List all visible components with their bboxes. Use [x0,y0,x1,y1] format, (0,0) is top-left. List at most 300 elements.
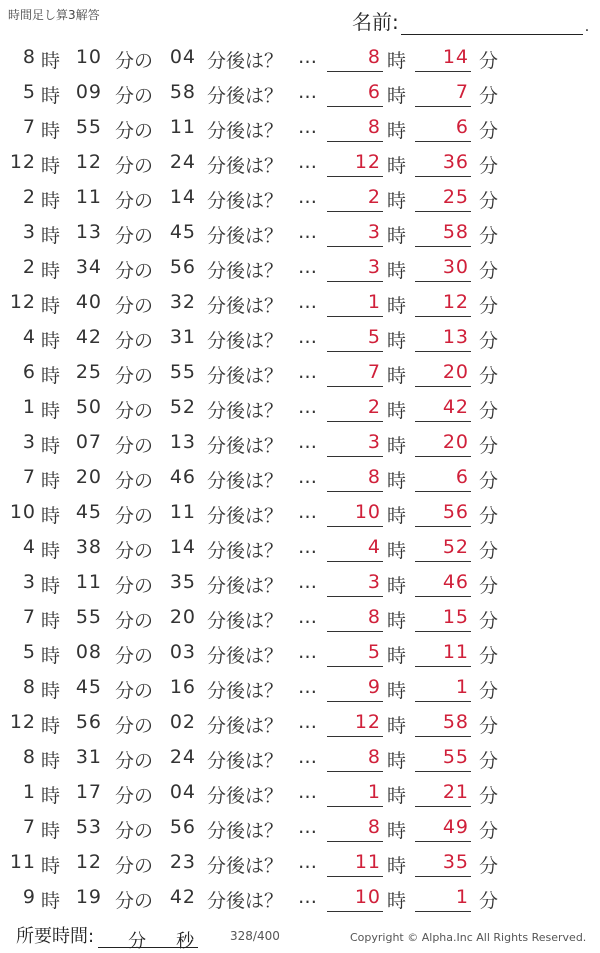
answer-minute[interactable]: 52 [415,536,471,562]
minute-unit: 分 [479,785,499,807]
hour-unit: 時 [387,50,407,72]
minute-unit: 分 [479,540,499,562]
minute-unit: 分 [479,155,499,177]
time-required-label: 所要時間: [16,926,95,947]
start-minute: 17 [75,781,102,803]
answer-minute[interactable]: 6 [415,466,471,492]
start-hour: 10 [9,501,36,523]
answer-minute[interactable]: 14 [415,46,471,72]
answer-hour[interactable]: 5 [327,641,383,667]
start-minute: 45 [75,676,102,698]
answer-minute[interactable]: 11 [415,641,471,667]
added-minutes: 03 [169,641,196,663]
hour-label: 時 [41,610,61,632]
start-hour: 5 [22,641,36,663]
minute-unit: 分 [479,890,499,912]
start-hour: 1 [22,396,36,418]
ellipsis: … [298,676,317,698]
answer-hour[interactable]: 7 [327,361,383,387]
name-field [352,6,589,35]
hour-unit: 時 [387,715,407,737]
minute-unit: 分 [479,855,499,877]
answer-minute[interactable]: 6 [415,116,471,142]
problem-row [0,389,600,424]
added-minutes: 24 [169,151,196,173]
answer-hour[interactable]: 8 [327,466,383,492]
start-hour: 1 [22,781,36,803]
answer-minute[interactable]: 12 [415,291,471,317]
minutes-later-label: 分後は？ [207,435,284,457]
minute-of-label: 分の [115,505,154,527]
minute-of-label: 分の [115,820,154,842]
answer-hour[interactable]: 10 [327,886,383,912]
hour-label: 時 [41,50,61,72]
added-minutes: 16 [169,676,196,698]
ellipsis: … [298,221,317,243]
start-hour: 4 [22,326,36,348]
added-minutes: 32 [169,291,196,313]
problem-row [0,319,600,354]
hour-unit: 時 [387,645,407,667]
hour-label: 時 [41,155,61,177]
added-minutes: 14 [169,186,196,208]
minute-of-label: 分の [115,715,154,737]
hour-label: 時 [41,260,61,282]
problem-row [0,74,600,109]
answer-minute[interactable]: 7 [415,81,471,107]
minute-unit: 分 [479,190,499,212]
answer-minute[interactable]: 36 [415,151,471,177]
hour-unit: 時 [387,190,407,212]
ellipsis: … [298,571,317,593]
minutes-later-label: 分後は？ [207,750,284,772]
start-minute: 19 [75,886,102,908]
hour-unit: 時 [387,365,407,387]
minute-unit: 分 [479,680,499,702]
hour-unit: 時 [387,295,407,317]
answer-minute[interactable]: 15 [415,606,471,632]
hour-unit: 時 [387,225,407,247]
hour-unit: 時 [387,890,407,912]
page-count: 328/400 [230,929,280,943]
added-minutes: 31 [169,326,196,348]
hour-label: 時 [41,680,61,702]
minute-unit: 分 [479,435,499,457]
hour-label: 時 [41,540,61,562]
answer-hour[interactable]: 12 [327,711,383,737]
minute-unit: 分 [479,365,499,387]
minutes-later-label: 分後は？ [207,540,284,562]
answer-minute[interactable]: 58 [415,221,471,247]
ellipsis: … [298,256,317,278]
answer-minute[interactable]: 1 [415,676,471,702]
minute-unit: 分 [479,50,499,72]
ellipsis: … [298,466,317,488]
added-minutes: 20 [169,606,196,628]
minutes-later-label: 分後は？ [207,890,284,912]
added-minutes: 13 [169,431,196,453]
answer-hour[interactable]: 4 [327,536,383,562]
start-hour: 6 [22,361,36,383]
ellipsis: … [298,116,317,138]
name-label: 名前: [352,10,399,34]
minute-unit: 分 [479,295,499,317]
problem-row [0,284,600,319]
ellipsis: … [298,746,317,768]
answer-minute[interactable]: 56 [415,501,471,527]
minutes-later-label: 分後は？ [207,190,284,212]
hour-label: 時 [41,400,61,422]
name-dot: . [584,19,590,35]
minute-unit: 分 [479,715,499,737]
answer-minute[interactable]: 20 [415,431,471,457]
start-minute: 34 [75,256,102,278]
start-hour: 3 [22,221,36,243]
problem-row [0,354,600,389]
hour-unit: 時 [387,820,407,842]
minute-of-label: 分の [115,540,154,562]
minute-of-label: 分の [115,680,154,702]
hour-label: 時 [41,505,61,527]
minute-unit: 分 [128,931,147,952]
start-hour: 8 [22,46,36,68]
problem-row [0,459,600,494]
minutes-later-label: 分後は？ [207,855,284,877]
answer-hour[interactable]: 9 [327,676,383,702]
ellipsis: … [298,361,317,383]
minute-of-label: 分の [115,750,154,772]
time-required-field [16,922,198,952]
minute-of-label: 分の [115,155,154,177]
hour-unit: 時 [387,680,407,702]
hour-unit: 時 [387,85,407,107]
minute-unit: 分 [479,575,499,597]
minute-of-label: 分の [115,610,154,632]
minute-unit: 分 [479,330,499,352]
start-hour: 3 [22,431,36,453]
answer-minute[interactable]: 58 [415,711,471,737]
ellipsis: … [298,851,317,873]
minutes-later-label: 分後は？ [207,505,284,527]
start-minute: 20 [75,466,102,488]
hour-unit: 時 [387,435,407,457]
minutes-later-label: 分後は？ [207,85,284,107]
start-minute: 38 [75,536,102,558]
added-minutes: 11 [169,501,196,523]
problem-row [0,704,600,739]
answer-hour[interactable]: 12 [327,151,383,177]
ellipsis: … [298,151,317,173]
added-minutes: 58 [169,81,196,103]
problem-row [0,564,600,599]
start-minute: 56 [75,711,102,733]
minutes-later-label: 分後は？ [207,575,284,597]
minute-unit: 分 [479,750,499,772]
hour-unit: 時 [387,610,407,632]
hour-unit: 時 [387,470,407,492]
hour-label: 時 [41,190,61,212]
added-minutes: 35 [169,571,196,593]
hour-label: 時 [41,750,61,772]
start-minute: 31 [75,746,102,768]
start-minute: 13 [75,221,102,243]
ellipsis: … [298,186,317,208]
minute-of-label: 分の [115,365,154,387]
ellipsis: … [298,431,317,453]
minute-of-label: 分の [115,470,154,492]
minute-unit: 分 [479,820,499,842]
minute-of-label: 分の [115,295,154,317]
hour-unit: 時 [387,260,407,282]
answer-hour[interactable]: 1 [327,291,383,317]
hour-label: 時 [41,120,61,142]
minute-unit: 分 [479,470,499,492]
hour-unit: 時 [387,575,407,597]
minute-of-label: 分の [115,260,154,282]
ellipsis: … [298,816,317,838]
problem-row [0,774,600,809]
added-minutes: 14 [169,536,196,558]
minute-of-label: 分の [115,855,154,877]
start-hour: 8 [22,676,36,698]
minute-unit: 分 [479,120,499,142]
hour-label: 時 [41,855,61,877]
added-minutes: 02 [169,711,196,733]
answer-minute[interactable]: 21 [415,781,471,807]
hour-label: 時 [41,645,61,667]
hour-unit: 時 [387,855,407,877]
answer-minute[interactable]: 1 [415,886,471,912]
answer-minute[interactable]: 13 [415,326,471,352]
answer-hour[interactable]: 2 [327,396,383,422]
minute-of-label: 分の [115,890,154,912]
problem-row [0,739,600,774]
start-minute: 45 [75,501,102,523]
start-minute: 11 [75,186,102,208]
problem-row [0,179,600,214]
problem-row [0,39,600,74]
minutes-later-label: 分後は？ [207,820,284,842]
minutes-later-label: 分後は？ [207,680,284,702]
answer-hour[interactable]: 2 [327,186,383,212]
problem-row [0,529,600,564]
answer-hour[interactable]: 8 [327,606,383,632]
minute-of-label: 分の [115,120,154,142]
start-hour: 8 [22,746,36,768]
start-hour: 9 [22,886,36,908]
answer-minute[interactable]: 49 [415,816,471,842]
start-hour: 12 [9,291,36,313]
minutes-later-label: 分後は？ [207,470,284,492]
hour-label: 時 [41,890,61,912]
start-minute: 09 [75,81,102,103]
minutes-later-label: 分後は？ [207,645,284,667]
hour-label: 時 [41,575,61,597]
ellipsis: … [298,641,317,663]
problem-row [0,809,600,844]
ellipsis: … [298,606,317,628]
added-minutes: 42 [169,886,196,908]
start-minute: 11 [75,571,102,593]
added-minutes: 46 [169,466,196,488]
added-minutes: 04 [169,46,196,68]
hour-unit: 時 [387,750,407,772]
minute-of-label: 分の [115,575,154,597]
start-hour: 2 [22,256,36,278]
minute-unit: 分 [479,505,499,527]
hour-label: 時 [41,785,61,807]
added-minutes: 11 [169,116,196,138]
start-hour: 7 [22,466,36,488]
start-minute: 42 [75,326,102,348]
minute-unit: 分 [479,260,499,282]
hour-unit: 時 [387,505,407,527]
ellipsis: … [298,396,317,418]
problem-row [0,249,600,284]
copyright: Copyright © Alpha.Inc All Rights Reserved. [350,931,587,944]
start-minute: 53 [75,816,102,838]
hour-unit: 時 [387,120,407,142]
minute-of-label: 分の [115,785,154,807]
answer-minute[interactable]: 25 [415,186,471,212]
answer-hour[interactable]: 10 [327,501,383,527]
minute-of-label: 分の [115,85,154,107]
hour-unit: 時 [387,155,407,177]
answer-hour[interactable]: 3 [327,256,383,282]
start-hour: 7 [22,816,36,838]
minute-unit: 分 [479,400,499,422]
start-minute: 55 [75,606,102,628]
hour-unit: 時 [387,540,407,562]
problem-list [0,39,600,914]
minutes-later-label: 分後は？ [207,225,284,247]
answer-hour[interactable]: 5 [327,326,383,352]
start-minute: 12 [75,851,102,873]
minute-unit: 分 [479,85,499,107]
minutes-later-label: 分後は？ [207,365,284,387]
answer-hour[interactable]: 1 [327,781,383,807]
minute-of-label: 分の [115,225,154,247]
added-minutes: 04 [169,781,196,803]
minutes-later-label: 分後は？ [207,330,284,352]
added-minutes: 56 [169,816,196,838]
ellipsis: … [298,291,317,313]
answer-minute[interactable]: 20 [415,361,471,387]
start-minute: 50 [75,396,102,418]
hour-unit: 時 [387,785,407,807]
answer-hour[interactable]: 3 [327,431,383,457]
minute-of-label: 分の [115,435,154,457]
hour-label: 時 [41,295,61,317]
answer-hour[interactable]: 8 [327,816,383,842]
answer-hour[interactable]: 6 [327,81,383,107]
answer-hour[interactable]: 11 [327,851,383,877]
added-minutes: 52 [169,396,196,418]
hour-unit: 時 [387,400,407,422]
ellipsis: … [298,326,317,348]
start-hour: 3 [22,571,36,593]
ellipsis: … [298,501,317,523]
minute-of-label: 分の [115,645,154,667]
worksheet-title: 時間足し算3解答 [8,8,100,22]
added-minutes: 24 [169,746,196,768]
answer-hour[interactable]: 8 [327,46,383,72]
start-minute: 55 [75,116,102,138]
problem-row [0,599,600,634]
start-minute: 40 [75,291,102,313]
answer-minute[interactable]: 35 [415,851,471,877]
added-minutes: 55 [169,361,196,383]
minutes-later-label: 分後は？ [207,400,284,422]
problem-row [0,144,600,179]
hour-label: 時 [41,820,61,842]
problem-row [0,109,600,144]
minutes-later-label: 分後は？ [207,260,284,282]
minutes-later-label: 分後は？ [207,785,284,807]
minute-of-label: 分の [115,50,154,72]
hour-label: 時 [41,85,61,107]
minutes-later-label: 分後は？ [207,715,284,737]
answer-hour[interactable]: 8 [327,116,383,142]
ellipsis: … [298,46,317,68]
minutes-later-label: 分後は？ [207,155,284,177]
ellipsis: … [298,81,317,103]
minutes-later-label: 分後は？ [207,295,284,317]
start-hour: 12 [9,711,36,733]
start-minute: 07 [75,431,102,453]
start-hour: 7 [22,606,36,628]
added-minutes: 56 [169,256,196,278]
name-input-line[interactable] [401,12,583,35]
answer-hour[interactable]: 3 [327,221,383,247]
hour-label: 時 [41,225,61,247]
problem-row [0,879,600,914]
minutes-later-label: 分後は？ [207,610,284,632]
minute-of-label: 分の [115,330,154,352]
start-minute: 25 [75,361,102,383]
answer-hour[interactable]: 8 [327,746,383,772]
hour-label: 時 [41,330,61,352]
minutes-later-label: 分後は？ [207,50,284,72]
problem-row [0,844,600,879]
start-hour: 7 [22,116,36,138]
second-unit: 秒 [176,931,195,952]
time-required-input[interactable] [98,927,198,952]
start-hour: 4 [22,536,36,558]
problem-row [0,214,600,249]
minute-of-label: 分の [115,400,154,422]
minutes-later-label: 分後は？ [207,120,284,142]
problem-row [0,669,600,704]
hour-label: 時 [41,435,61,457]
minute-unit: 分 [479,225,499,247]
problem-row [0,634,600,669]
answer-hour[interactable]: 3 [327,571,383,597]
minute-unit: 分 [479,645,499,667]
start-hour: 11 [9,851,36,873]
start-hour: 5 [22,81,36,103]
minute-unit: 分 [479,610,499,632]
added-minutes: 23 [169,851,196,873]
answer-minute[interactable]: 30 [415,256,471,282]
start-minute: 08 [75,641,102,663]
minute-of-label: 分の [115,190,154,212]
answer-minute[interactable]: 55 [415,746,471,772]
answer-minute[interactable]: 42 [415,396,471,422]
ellipsis: … [298,886,317,908]
added-minutes: 45 [169,221,196,243]
answer-minute[interactable]: 46 [415,571,471,597]
